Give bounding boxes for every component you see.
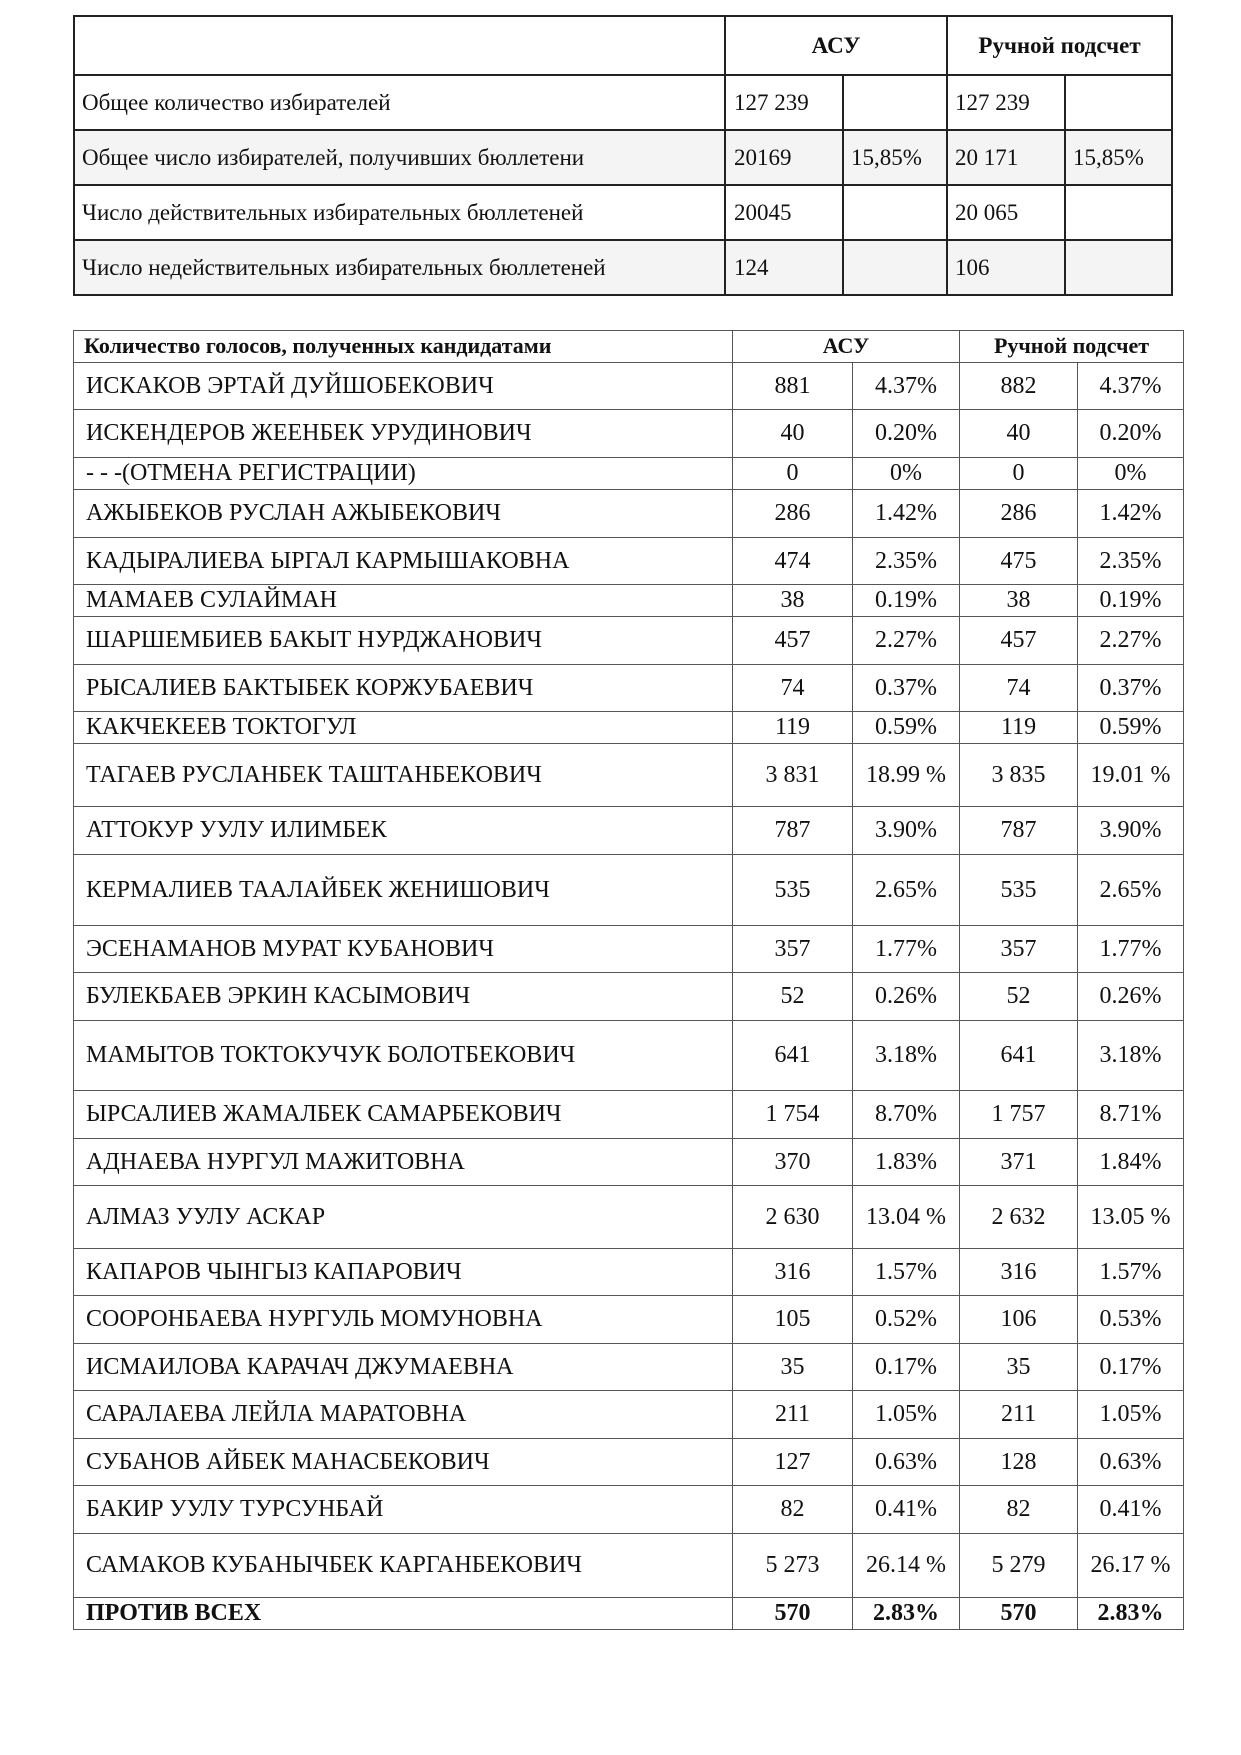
candidate-row (74, 1186, 1184, 1249)
asu-votes: 35 (733, 1344, 853, 1391)
candidate-name: АТТОКУР УУЛУ ИЛИМБЕК (74, 807, 733, 855)
manual-votes: 2 632 (960, 1186, 1078, 1249)
summary-asu-pct: 15,85% (843, 130, 947, 185)
asu-percent: 2.27% (853, 617, 960, 665)
candidate-name: САМАКОВ КУБАНЫЧБЕК КАРГАНБЕКОВИЧ (74, 1534, 733, 1598)
manual-percent: 0.37% (1078, 665, 1184, 712)
candidate-row (74, 1391, 1184, 1439)
manual-votes: 316 (960, 1249, 1078, 1296)
candidate-name: КЕРМАЛИЕВ ТААЛАЙБЕК ЖЕНИШОВИЧ (74, 855, 733, 926)
manual-votes: 1 757 (960, 1091, 1078, 1139)
candidate-row (74, 585, 1184, 617)
manual-percent: 8.71% (1078, 1091, 1184, 1139)
manual-votes: 3 835 (960, 744, 1078, 807)
manual-percent: 1.42% (1078, 490, 1184, 538)
manual-percent: 26.17 % (1078, 1534, 1184, 1598)
asu-votes: 40 (733, 410, 853, 458)
votes-header-row (74, 331, 1184, 363)
summary-manual-value: 20 065 (947, 185, 1065, 240)
asu-percent: 2.65% (853, 855, 960, 926)
summary-manual-pct (1065, 240, 1172, 295)
manual-votes: 35 (960, 1344, 1078, 1391)
candidate-row (74, 1296, 1184, 1344)
manual-votes: 211 (960, 1391, 1078, 1439)
manual-percent: 3.90% (1078, 807, 1184, 855)
asu-votes: 641 (733, 1021, 853, 1091)
summary-row (74, 240, 1172, 295)
total-label: ПРОТИВ ВСЕХ (74, 1598, 733, 1630)
total-manual-votes: 570 (960, 1598, 1078, 1630)
candidate-name: АДНАЕВА НУРГУЛ МАЖИТОВНА (74, 1139, 733, 1186)
candidate-name: ЭСЕНАМАНОВ МУРАТ КУБАНОВИЧ (74, 926, 733, 973)
asu-votes: 38 (733, 585, 853, 617)
asu-percent: 0.19% (853, 585, 960, 617)
candidate-row (74, 807, 1184, 855)
candidate-row (74, 363, 1184, 410)
manual-percent: 13.05 % (1078, 1186, 1184, 1249)
manual-percent: 4.37% (1078, 363, 1184, 410)
total-asu-votes: 570 (733, 1598, 853, 1630)
asu-percent: 18.99 % (853, 744, 960, 807)
summary-asu-pct (843, 75, 947, 130)
candidate-row (74, 973, 1184, 1021)
candidate-name: ШАРШЕМБИЕВ БАКЫТ НУРДЖАНОВИЧ (74, 617, 733, 665)
asu-votes: 881 (733, 363, 853, 410)
votes-header-title: Количество голосов, полученных кандидатами (74, 331, 733, 363)
manual-votes: 106 (960, 1296, 1078, 1344)
asu-percent: 0.63% (853, 1439, 960, 1486)
candidate-name: ИСКЕНДЕРОВ ЖЕЕНБЕК УРУДИНОВИЧ (74, 410, 733, 458)
manual-percent: 1.84% (1078, 1139, 1184, 1186)
asu-votes: 357 (733, 926, 853, 973)
asu-percent: 1.42% (853, 490, 960, 538)
manual-votes: 40 (960, 410, 1078, 458)
manual-votes: 82 (960, 1486, 1078, 1534)
summary-label: Общее число избирателей, получивших бюллетени (74, 130, 725, 185)
manual-votes: 38 (960, 585, 1078, 617)
manual-percent: 0.19% (1078, 585, 1184, 617)
summary-row (74, 185, 1172, 240)
votes-header-manual: Ручной подсчет (960, 331, 1184, 363)
candidate-row (74, 1139, 1184, 1186)
candidate-row (74, 458, 1184, 490)
manual-percent: 0.20% (1078, 410, 1184, 458)
asu-percent: 0.37% (853, 665, 960, 712)
summary-label: Число недействительных избирательных бюллетеней (74, 240, 725, 295)
candidate-row (74, 1344, 1184, 1391)
manual-votes: 74 (960, 665, 1078, 712)
asu-votes: 535 (733, 855, 853, 926)
summary-asu-pct (843, 240, 947, 295)
summary-asu-value: 20045 (725, 185, 843, 240)
asu-percent: 0.20% (853, 410, 960, 458)
summary-asu-pct (843, 185, 947, 240)
candidate-name: СУБАНОВ АЙБЕК МАНАСБЕКОВИЧ (74, 1439, 733, 1486)
asu-percent: 26.14 % (853, 1534, 960, 1598)
summary-label: Число действительных избирательных бюллетеней (74, 185, 725, 240)
candidate-name: КАДЫРАЛИЕВА ЫРГАЛ КАРМЫШАКОВНА (74, 538, 733, 585)
summary-manual-pct: 15,85% (1065, 130, 1172, 185)
manual-votes: 371 (960, 1139, 1078, 1186)
candidate-row (74, 855, 1184, 926)
summary-row (74, 130, 1172, 185)
manual-percent: 0.63% (1078, 1439, 1184, 1486)
asu-percent: 0.26% (853, 973, 960, 1021)
asu-votes: 211 (733, 1391, 853, 1439)
asu-percent: 8.70% (853, 1091, 960, 1139)
asu-percent: 1.83% (853, 1139, 960, 1186)
asu-votes: 787 (733, 807, 853, 855)
summary-manual-pct (1065, 185, 1172, 240)
manual-percent: 19.01 % (1078, 744, 1184, 807)
manual-votes: 128 (960, 1439, 1078, 1486)
summary-asu-value: 127 239 (725, 75, 843, 130)
candidate-row (74, 926, 1184, 973)
manual-percent: 1.05% (1078, 1391, 1184, 1439)
summary-header-row (74, 16, 1172, 75)
manual-votes: 52 (960, 973, 1078, 1021)
candidate-row (74, 490, 1184, 538)
asu-percent: 0.52% (853, 1296, 960, 1344)
asu-votes: 105 (733, 1296, 853, 1344)
asu-votes: 74 (733, 665, 853, 712)
asu-votes: 5 273 (733, 1534, 853, 1598)
manual-percent: 0% (1078, 458, 1184, 490)
manual-votes: 119 (960, 712, 1078, 744)
manual-percent: 2.65% (1078, 855, 1184, 926)
asu-votes: 2 630 (733, 1186, 853, 1249)
candidate-row (74, 1249, 1184, 1296)
asu-votes: 0 (733, 458, 853, 490)
manual-percent: 1.77% (1078, 926, 1184, 973)
asu-percent: 1.77% (853, 926, 960, 973)
summary-header-manual: Ручной подсчет (947, 16, 1172, 75)
candidate-name: КАПАРОВ ЧЫНГЫЗ КАПАРОВИЧ (74, 1249, 733, 1296)
candidate-name: ИСКАКОВ ЭРТАЙ ДУЙШОБЕКОВИЧ (74, 363, 733, 410)
asu-votes: 316 (733, 1249, 853, 1296)
candidate-row (74, 665, 1184, 712)
manual-votes: 535 (960, 855, 1078, 926)
manual-votes: 0 (960, 458, 1078, 490)
candidate-name: КАКЧЕКЕЕВ ТОКТОГУЛ (74, 712, 733, 744)
candidate-name: АЛМАЗ УУЛУ АСКАР (74, 1186, 733, 1249)
candidate-row (74, 1091, 1184, 1139)
asu-votes: 474 (733, 538, 853, 585)
asu-votes: 127 (733, 1439, 853, 1486)
manual-percent: 0.41% (1078, 1486, 1184, 1534)
summary-asu-value: 124 (725, 240, 843, 295)
asu-percent: 13.04 % (853, 1186, 960, 1249)
asu-votes: 1 754 (733, 1091, 853, 1139)
manual-percent: 3.18% (1078, 1021, 1184, 1091)
manual-percent: 0.59% (1078, 712, 1184, 744)
manual-votes: 475 (960, 538, 1078, 585)
manual-votes: 641 (960, 1021, 1078, 1091)
manual-percent: 1.57% (1078, 1249, 1184, 1296)
manual-percent: 0.26% (1078, 973, 1184, 1021)
summary-manual-value: 20 171 (947, 130, 1065, 185)
manual-votes: 882 (960, 363, 1078, 410)
candidate-name: - - -(ОТМЕНА РЕГИСТРАЦИИ) (74, 458, 733, 490)
candidate-name: САРАЛАЕВА ЛЕЙЛА МАРАТОВНА (74, 1391, 733, 1439)
summary-manual-pct (1065, 75, 1172, 130)
manual-percent: 0.53% (1078, 1296, 1184, 1344)
candidate-name: ТАГАЕВ РУСЛАНБЕК ТАШТАНБЕКОВИЧ (74, 744, 733, 807)
candidate-name: ИСМАИЛОВА КАРАЧАЧ ДЖУМАЕВНА (74, 1344, 733, 1391)
asu-percent: 4.37% (853, 363, 960, 410)
summary-asu-value: 20169 (725, 130, 843, 185)
asu-percent: 3.90% (853, 807, 960, 855)
asu-percent: 0.17% (853, 1344, 960, 1391)
manual-percent: 2.35% (1078, 538, 1184, 585)
summary-header-blank (74, 16, 725, 75)
asu-percent: 3.18% (853, 1021, 960, 1091)
candidate-name: МАМАЕВ СУЛАЙМАН (74, 585, 733, 617)
candidate-name: АЖЫБЕКОВ РУСЛАН АЖЫБЕКОВИЧ (74, 490, 733, 538)
total-asu-percent: 2.83% (853, 1598, 960, 1630)
candidate-row (74, 712, 1184, 744)
summary-manual-value: 127 239 (947, 75, 1065, 130)
asu-percent: 0% (853, 458, 960, 490)
votes-table (73, 330, 1184, 1630)
manual-votes: 787 (960, 807, 1078, 855)
summary-header-asu: АСУ (725, 16, 947, 75)
asu-votes: 286 (733, 490, 853, 538)
candidate-row (74, 538, 1184, 585)
summary-label: Общее количество избирателей (74, 75, 725, 130)
candidate-row (74, 1534, 1184, 1598)
candidate-name: ЫРСАЛИЕВ ЖАМАЛБЕК САМАРБЕКОВИЧ (74, 1091, 733, 1139)
candidate-name: БУЛЕКБАЕВ ЭРКИН КАСЫМОВИЧ (74, 973, 733, 1021)
candidate-name: СООРОНБАЕВА НУРГУЛЬ МОМУНОВНА (74, 1296, 733, 1344)
candidate-row (74, 1439, 1184, 1486)
manual-votes: 457 (960, 617, 1078, 665)
asu-percent: 0.41% (853, 1486, 960, 1534)
manual-votes: 286 (960, 490, 1078, 538)
candidate-row (74, 744, 1184, 807)
candidate-name: БАКИР УУЛУ ТУРСУНБАЙ (74, 1486, 733, 1534)
summary-table (73, 15, 1173, 296)
candidate-row (74, 1486, 1184, 1534)
candidate-row (74, 617, 1184, 665)
asu-votes: 457 (733, 617, 853, 665)
manual-votes: 5 279 (960, 1534, 1078, 1598)
asu-percent: 1.57% (853, 1249, 960, 1296)
asu-votes: 119 (733, 712, 853, 744)
asu-percent: 1.05% (853, 1391, 960, 1439)
votes-header-asu: АСУ (733, 331, 960, 363)
candidate-name: МАМЫТОВ ТОКТОКУЧУК БОЛОТБЕКОВИЧ (74, 1021, 733, 1091)
asu-votes: 82 (733, 1486, 853, 1534)
asu-votes: 3 831 (733, 744, 853, 807)
manual-percent: 2.27% (1078, 617, 1184, 665)
candidate-row (74, 410, 1184, 458)
manual-votes: 357 (960, 926, 1078, 973)
candidate-name: РЫСАЛИЕВ БАКТЫБЕК КОРЖУБАЕВИЧ (74, 665, 733, 712)
asu-votes: 370 (733, 1139, 853, 1186)
summary-manual-value: 106 (947, 240, 1065, 295)
candidate-row (74, 1021, 1184, 1091)
total-manual-percent: 2.83% (1078, 1598, 1184, 1630)
total-against-all-row (74, 1598, 1184, 1630)
asu-percent: 2.35% (853, 538, 960, 585)
summary-row (74, 75, 1172, 130)
asu-percent: 0.59% (853, 712, 960, 744)
asu-votes: 52 (733, 973, 853, 1021)
manual-percent: 0.17% (1078, 1344, 1184, 1391)
